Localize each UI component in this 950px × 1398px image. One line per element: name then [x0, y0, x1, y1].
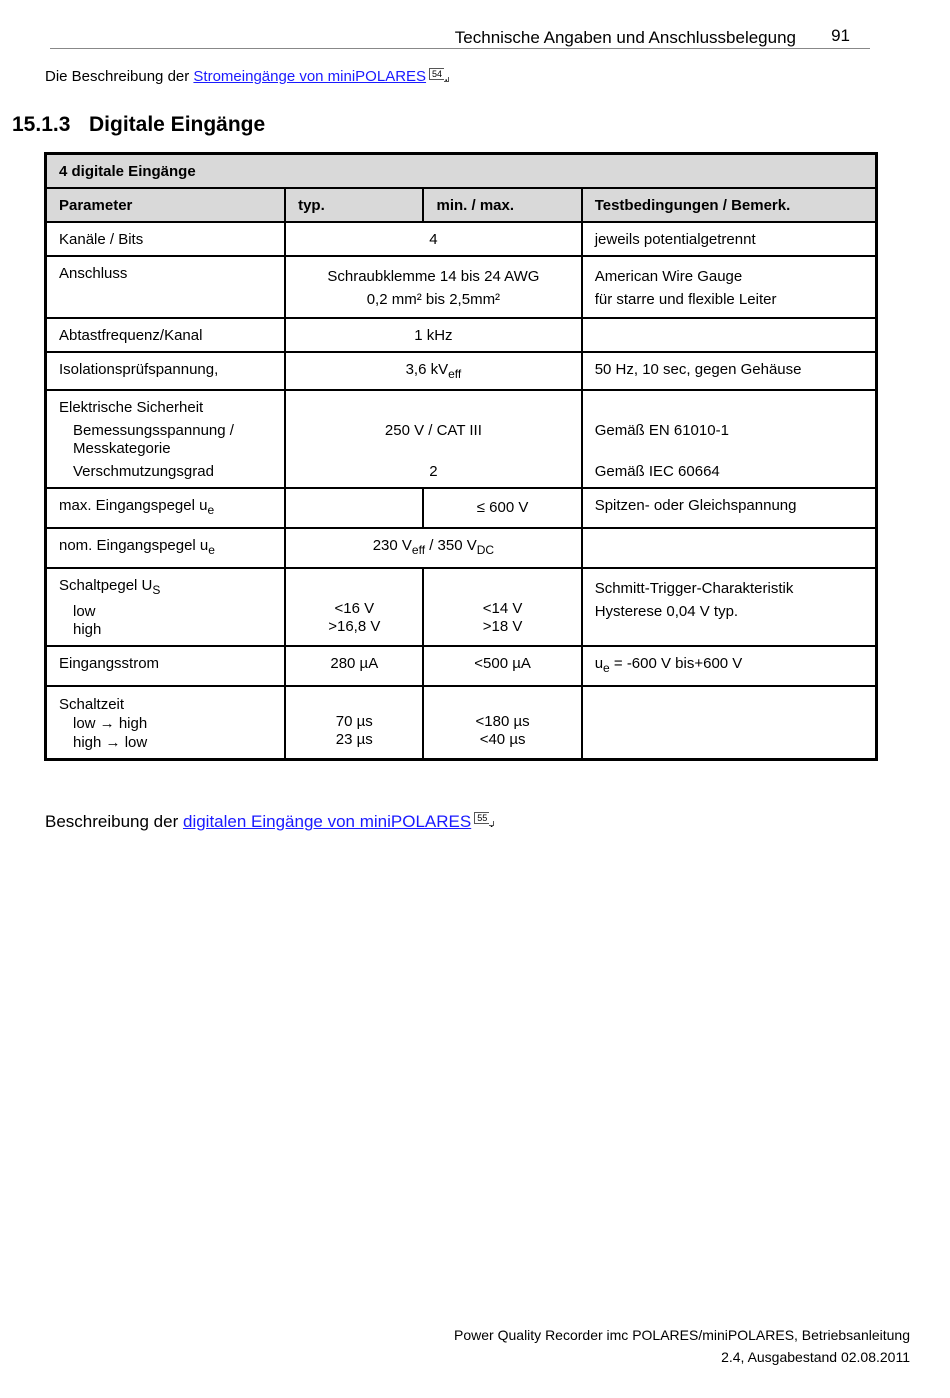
param-sub: Bemessungsspannung / Messkategorie [73, 422, 234, 457]
test-text: = -600 V bis+600 V [609, 655, 743, 672]
row-test [582, 256, 877, 318]
param-subscript: e [208, 543, 215, 557]
header-parameter: Parameter [46, 188, 286, 222]
param-subscript: S [152, 583, 161, 597]
test-line: für starre und flexible Leiter [594, 291, 777, 308]
value-line: <40 µs [479, 731, 526, 748]
table-row [46, 256, 877, 318]
param-title [59, 577, 272, 595]
row-max [423, 686, 581, 760]
test-line: American Wire Gauge [594, 268, 743, 285]
row-param [46, 390, 286, 488]
param-sub: high [73, 621, 102, 638]
table-row [46, 686, 877, 760]
row-value [285, 352, 582, 390]
row-param [46, 568, 286, 646]
value-line: <16 V [334, 600, 375, 617]
row-param: Abtastfrequenz/Kanal [46, 318, 286, 352]
table-row [46, 488, 877, 528]
row-test [582, 568, 877, 646]
param-sub: low → high [73, 715, 148, 732]
table-row [46, 390, 877, 488]
intro-paragraph [45, 68, 448, 85]
row-max: <500 µA [423, 646, 581, 686]
row-test [582, 646, 877, 686]
row-test [582, 318, 877, 352]
table-header-row [46, 188, 877, 222]
row-param [46, 528, 286, 568]
param-title: Schaltzeit [59, 696, 125, 713]
test-line: Schmitt-Trigger-Charakteristik [594, 580, 794, 597]
page-number: 91 [831, 26, 850, 45]
row-max: ≤ 600 V [423, 488, 581, 528]
section-title: Digitale Eingänge [89, 113, 266, 136]
section-number: 15.1.3 [12, 113, 71, 136]
row-value: 1 kHz [285, 318, 582, 352]
intro-text: Die Beschreibung der [45, 68, 194, 85]
row-typ [285, 686, 423, 760]
value-subscript: eff [448, 367, 462, 381]
row-test: jeweils potentialgetrennt [582, 222, 877, 256]
test-subscript: e [603, 661, 610, 675]
value-line: 2 [429, 463, 438, 480]
value-text: 230 V [372, 537, 412, 554]
param-subscript: e [207, 503, 215, 517]
row-typ [285, 568, 423, 646]
footer-title: Power Quality Recorder imc POLARES/miniPOLARES, Betriebsanleitung [454, 1327, 910, 1343]
footer-version: 2.4, Ausgabestand 02.08.2011 [721, 1349, 910, 1365]
test-line: Hysterese 0,04 V typ. [594, 603, 739, 620]
row-typ [285, 488, 423, 528]
param-text: nom. Eingangspegel u [59, 537, 209, 554]
row-value [285, 390, 582, 488]
value-line: 23 µs [335, 731, 373, 748]
table-caption-row [46, 154, 877, 189]
value-line: >18 V [482, 618, 523, 635]
row-param: Isolationsprüfspannung, [46, 352, 286, 390]
value-line: <180 µs [475, 713, 530, 730]
value-text: 3,6 kV [405, 361, 449, 378]
row-typ: 280 µA [285, 646, 423, 686]
outro-text: Beschreibung der [45, 812, 183, 831]
row-param: Kanäle / Bits [46, 222, 286, 256]
page-reference-icon[interactable]: 54 [429, 68, 444, 80]
param-text: max. Eingangspegel u [59, 497, 208, 514]
outro-paragraph [45, 812, 494, 832]
header-test: Testbedingungen / Bemerk. [582, 188, 877, 222]
row-test [582, 528, 877, 568]
header-typ: typ. [285, 188, 423, 222]
row-value: 4 [285, 222, 582, 256]
value-subscript: DC [476, 543, 495, 557]
page-header [50, 26, 870, 49]
row-param [46, 686, 286, 760]
row-max [423, 568, 581, 646]
test-text: u [594, 655, 604, 672]
value-subscript: eff [411, 543, 426, 557]
row-test [582, 390, 877, 488]
param-sub: Verschmutzungsgrad [73, 463, 214, 480]
header-title: Technische Angaben und Anschlussbelegung [454, 28, 796, 47]
row-value [285, 256, 582, 318]
row-value [285, 528, 582, 568]
value-line: 250 V / CAT III [384, 422, 482, 439]
row-test [582, 686, 877, 760]
row-test: Spitzen- oder Gleichspannung [582, 488, 877, 528]
value-text: / 350 V [425, 537, 477, 554]
param-sub: high → low [73, 734, 148, 751]
value-line: 70 µs [335, 713, 373, 730]
table-row [46, 528, 877, 568]
outro-end: . [489, 812, 494, 831]
table-row [46, 318, 877, 352]
header-minmax: min. / max. [423, 188, 581, 222]
param-title: Elektrische Sicherheit [59, 399, 204, 416]
row-test: 50 Hz, 10 sec, gegen Gehäuse [582, 352, 877, 390]
row-param [46, 488, 286, 528]
test-line: Gemäß IEC 60664 [594, 463, 720, 480]
digital-inputs-table [44, 152, 878, 761]
value-line: <14 V [482, 600, 523, 617]
table-row [46, 352, 877, 390]
value-line: >16,8 V [328, 618, 381, 635]
row-param: Anschluss [46, 256, 286, 318]
value-line: Schraubklemme 14 bis 24 AWG [327, 268, 540, 285]
section-heading [12, 113, 265, 137]
param-text: Schaltpegel U [59, 577, 153, 594]
table-row [46, 646, 877, 686]
page-reference-icon[interactable]: 55 [474, 812, 489, 824]
current-inputs-link[interactable]: Stromeingänge von miniPOLARES [193, 68, 427, 85]
intro-end: . [444, 68, 449, 85]
test-line: Gemäß EN 61010-1 [594, 422, 729, 439]
digital-inputs-link[interactable]: digitalen Eingänge von miniPOLARES [182, 812, 472, 831]
param-sub: low [73, 603, 96, 620]
row-param: Eingangsstrom [46, 646, 286, 686]
table-row [46, 222, 877, 256]
table-caption: 4 digitale Eingänge [46, 154, 877, 189]
value-line: 0,2 mm² bis 2,5mm² [366, 291, 501, 308]
table-row [46, 568, 877, 646]
